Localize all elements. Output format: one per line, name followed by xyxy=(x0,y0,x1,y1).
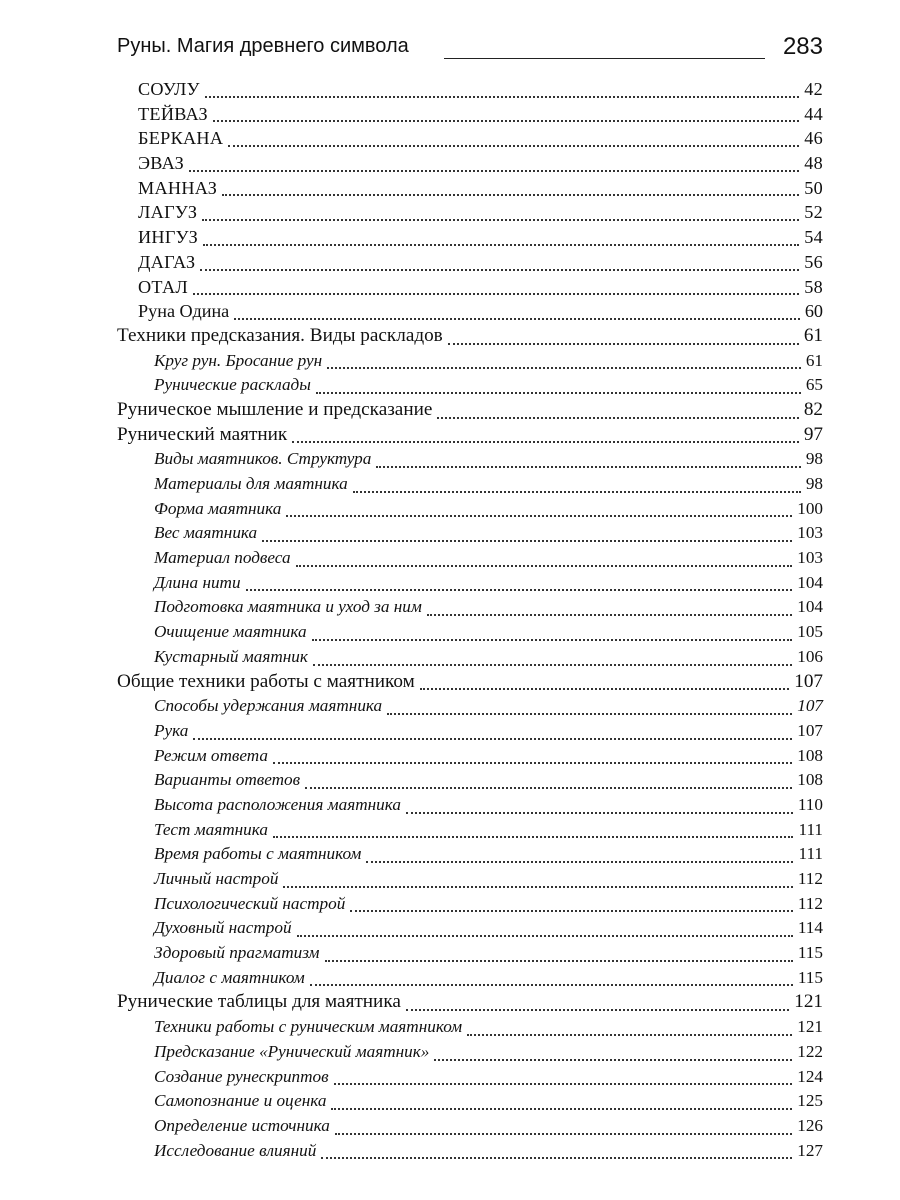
toc-entry xyxy=(0,349,823,374)
toc-entry-title: Длина нити xyxy=(154,572,241,592)
toc-entry-title: ЭВАЗ xyxy=(138,153,184,174)
toc-entry xyxy=(0,1139,823,1164)
toc-entry-title: Виды маятников. Структура xyxy=(154,449,372,469)
toc-entry-title: Общие техники работы с маятником xyxy=(117,670,415,692)
toc-entry-page: 50 xyxy=(804,177,823,198)
toc-entry-title: МАННАЗ xyxy=(138,177,218,198)
toc-entry-page: 103 xyxy=(797,523,823,543)
toc-entry-page: 124 xyxy=(797,1066,823,1086)
toc-entry xyxy=(0,472,823,497)
toc-entry-title: Высота расположения маятника xyxy=(154,794,401,814)
toc-entry-title: Форма маятника xyxy=(154,498,282,518)
toc-dot-leader xyxy=(353,491,801,493)
toc-entry-page: 52 xyxy=(804,202,823,223)
toc-entry-title: Диалог с маятником xyxy=(154,967,305,987)
toc-entry-page: 54 xyxy=(804,227,823,248)
toc-entry xyxy=(0,423,823,448)
toc-entry-page: 115 xyxy=(797,943,823,963)
toc-dot-leader xyxy=(427,614,792,616)
toc-entry-page: 108 xyxy=(797,770,823,790)
toc-entry xyxy=(0,77,823,102)
toc-entry-title: Руническое мышление и предсказание xyxy=(117,398,433,420)
toc-entry-title: Здоровый прагматизм xyxy=(154,943,320,963)
toc-dot-leader xyxy=(189,170,799,172)
toc-entry xyxy=(0,176,823,201)
toc-dot-leader xyxy=(234,318,800,320)
toc-entry-page: 111 xyxy=(798,844,823,864)
toc-entry xyxy=(0,916,823,941)
toc-entry-title: ДАГАЗ xyxy=(138,251,196,272)
toc-dot-leader xyxy=(313,664,792,666)
toc-dot-leader xyxy=(387,713,792,715)
toc-entry-page: 82 xyxy=(803,398,823,420)
toc-entry-page: 98 xyxy=(805,449,823,469)
toc-entry-title: Психологический настрой xyxy=(154,893,346,913)
toc-entry xyxy=(0,1089,823,1114)
toc-dot-leader xyxy=(283,886,792,888)
toc-entry-page: 111 xyxy=(798,819,823,839)
toc-entry-title: Материалы для маятника xyxy=(154,474,348,493)
toc-entry-page: 65 xyxy=(805,375,823,395)
toc-entry-page: 115 xyxy=(797,967,823,987)
running-title: Руны. Магия древнего символа xyxy=(117,35,409,57)
toc-entry-title: ЛАГУЗ xyxy=(138,202,198,223)
toc-entry xyxy=(0,571,823,596)
toc-entry-title: Рука xyxy=(154,720,189,740)
toc-dot-leader xyxy=(366,861,793,863)
toc-entry xyxy=(0,818,823,843)
toc-entry-title: Предсказание «Рунический маятник» xyxy=(154,1041,430,1061)
toc-entry-title: Очищение маятника xyxy=(154,622,307,642)
toc-entry-page: 100 xyxy=(797,498,823,518)
toc-entry xyxy=(0,694,823,719)
toc-dot-leader xyxy=(325,960,793,962)
toc-entry-title: Техники работы с руническим маятником xyxy=(154,1017,463,1037)
toc-entry-title: ТЕЙВАЗ xyxy=(138,103,208,124)
toc-dot-leader xyxy=(321,1157,792,1159)
toc-entry xyxy=(0,620,823,645)
toc-entry-page: 112 xyxy=(797,869,823,888)
toc-entry xyxy=(0,1040,823,1065)
toc-dot-leader xyxy=(262,540,792,542)
toc-entry-title: ОТАЛ xyxy=(138,276,189,297)
toc-entry xyxy=(0,1015,823,1040)
toc-entry xyxy=(0,151,823,176)
toc-entry-title: Варианты ответов xyxy=(154,770,301,790)
toc-entry-title: Рунические расклады xyxy=(154,375,311,395)
toc-entry-title: СОУЛУ xyxy=(138,79,200,99)
table-of-contents xyxy=(0,77,900,1163)
toc-entry-title: Тест маятника xyxy=(154,819,268,839)
toc-dot-leader xyxy=(213,120,799,122)
toc-dot-leader xyxy=(335,1133,792,1135)
toc-dot-leader xyxy=(305,787,792,789)
toc-dot-leader xyxy=(296,565,793,567)
toc-entry-title: Личный настрой xyxy=(154,869,279,888)
toc-entry-page: 121 xyxy=(794,991,823,1013)
toc-entry-title: ИНГУЗ xyxy=(138,227,199,248)
toc-entry-page: 125 xyxy=(797,1091,823,1111)
toc-entry-page: 110 xyxy=(797,794,823,814)
toc-entry xyxy=(0,670,823,695)
toc-entry-title: Рунические таблицы для маятника xyxy=(117,991,401,1013)
toc-entry-page: 103 xyxy=(797,548,823,568)
toc-entry xyxy=(0,892,823,917)
toc-entry-page: 107 xyxy=(797,720,823,740)
toc-entry-page: 106 xyxy=(797,646,823,666)
toc-entry-title: Техники предсказания. Виды раскладов xyxy=(117,324,443,346)
toc-dot-leader xyxy=(200,269,799,271)
toc-entry-page: 56 xyxy=(804,251,823,272)
toc-entry xyxy=(0,842,823,867)
toc-entry xyxy=(0,768,823,793)
toc-entry xyxy=(0,275,823,300)
toc-entry-page: 127 xyxy=(797,1140,823,1160)
toc-entry xyxy=(0,126,823,151)
toc-entry xyxy=(0,447,823,472)
toc-entry xyxy=(0,373,823,398)
toc-entry-page: 42 xyxy=(804,79,823,99)
toc-entry-page: 104 xyxy=(797,597,823,617)
toc-entry-page: 114 xyxy=(797,918,823,938)
toc-dot-leader xyxy=(376,466,800,468)
toc-entry-title: Духовный настрой xyxy=(154,918,292,938)
toc-entry xyxy=(0,793,823,818)
toc-entry-page: 44 xyxy=(804,103,823,124)
toc-entry-page: 61 xyxy=(803,324,823,346)
toc-dot-leader xyxy=(205,96,799,98)
toc-entry-title: Режим ответа xyxy=(154,745,269,765)
toc-entry-page: 46 xyxy=(804,128,823,149)
toc-entry-page: 126 xyxy=(797,1115,823,1135)
toc-entry-page: 61 xyxy=(805,350,823,370)
running-header xyxy=(117,33,823,65)
toc-dot-leader xyxy=(437,417,798,419)
toc-dot-leader xyxy=(222,194,799,196)
toc-dot-leader xyxy=(434,1059,792,1061)
toc-entry xyxy=(0,250,823,275)
toc-entry-title: Круг рун. Бросание рун xyxy=(154,350,323,370)
toc-entry-page: 121 xyxy=(797,1017,823,1037)
toc-entry xyxy=(0,744,823,769)
toc-entry-title: Рунический маятник xyxy=(117,423,288,445)
toc-dot-leader xyxy=(334,1083,793,1085)
toc-dot-leader xyxy=(406,1009,789,1011)
header-rule xyxy=(444,58,765,59)
toc-dot-leader xyxy=(310,984,793,986)
toc-dot-leader xyxy=(327,367,801,369)
toc-entry-page: 105 xyxy=(797,622,823,642)
page-number: 283 xyxy=(782,33,823,60)
toc-entry-page: 112 xyxy=(797,893,823,913)
toc-entry-title: Вес маятника xyxy=(154,523,258,543)
toc-entry-title: Исследование влияний xyxy=(154,1140,317,1160)
toc-dot-leader xyxy=(273,762,792,764)
toc-dot-leader xyxy=(420,688,789,690)
toc-entry-page: 58 xyxy=(804,276,823,297)
toc-entry xyxy=(0,546,823,571)
toc-entry xyxy=(0,299,823,324)
toc-dot-leader xyxy=(292,441,799,443)
toc-entry xyxy=(0,200,823,225)
toc-dot-leader xyxy=(331,1108,792,1110)
toc-entry xyxy=(0,645,823,670)
toc-dot-leader xyxy=(448,343,799,345)
toc-entry-page: 108 xyxy=(797,745,823,765)
toc-entry-title: Материал подвеса xyxy=(154,548,291,568)
toc-entry-page: 104 xyxy=(797,572,823,592)
toc-entry xyxy=(0,225,823,250)
toc-dot-leader xyxy=(228,145,799,147)
toc-entry-title: Руна Одина xyxy=(138,301,230,322)
toc-entry-title: Самопознание и оценка xyxy=(154,1091,327,1111)
toc-dot-leader xyxy=(202,219,799,221)
toc-entry xyxy=(0,324,823,349)
toc-entry-page: 97 xyxy=(803,423,823,445)
toc-entry-page: 107 xyxy=(797,696,823,716)
toc-entry xyxy=(0,941,823,966)
toc-entry-title: Создание рунескриптов xyxy=(154,1066,329,1086)
toc-dot-leader xyxy=(193,293,799,295)
toc-dot-leader xyxy=(193,738,792,740)
toc-dot-leader xyxy=(203,244,799,246)
toc-entry-page: 60 xyxy=(804,301,823,322)
toc-entry-page: 107 xyxy=(794,670,823,692)
toc-entry xyxy=(0,966,823,991)
toc-dot-leader xyxy=(273,836,794,838)
toc-entry xyxy=(0,990,823,1015)
toc-dot-leader xyxy=(297,935,793,937)
toc-entry xyxy=(0,398,823,423)
toc-dot-leader xyxy=(350,910,793,912)
toc-entry xyxy=(0,595,823,620)
toc-entry-page: 122 xyxy=(797,1041,823,1061)
toc-entry-title: Подготовка маятника и уход за ним xyxy=(154,597,422,617)
toc-entry xyxy=(0,867,823,892)
toc-entry xyxy=(0,521,823,546)
toc-entry-title: Определение источника xyxy=(154,1115,330,1135)
toc-dot-leader xyxy=(316,392,801,394)
toc-entry xyxy=(0,1114,823,1139)
toc-dot-leader xyxy=(312,639,793,641)
toc-entry-title: Способы удержания маятника xyxy=(154,696,383,716)
toc-dot-leader xyxy=(286,515,792,517)
toc-dot-leader xyxy=(246,589,793,591)
toc-entry xyxy=(0,102,823,127)
toc-entry xyxy=(0,497,823,522)
toc-entry-page: 98 xyxy=(805,474,823,493)
toc-entry xyxy=(0,719,823,744)
toc-entry-title: Кустарный маятник xyxy=(154,646,308,666)
toc-dot-leader xyxy=(467,1034,792,1036)
toc-entry-title: Время работы с маятником xyxy=(154,844,362,864)
toc-entry-title: БЕРКАНА xyxy=(138,128,224,149)
toc-dot-leader xyxy=(406,812,793,814)
toc-entry xyxy=(0,1065,823,1090)
toc-entry-page: 48 xyxy=(804,153,823,174)
